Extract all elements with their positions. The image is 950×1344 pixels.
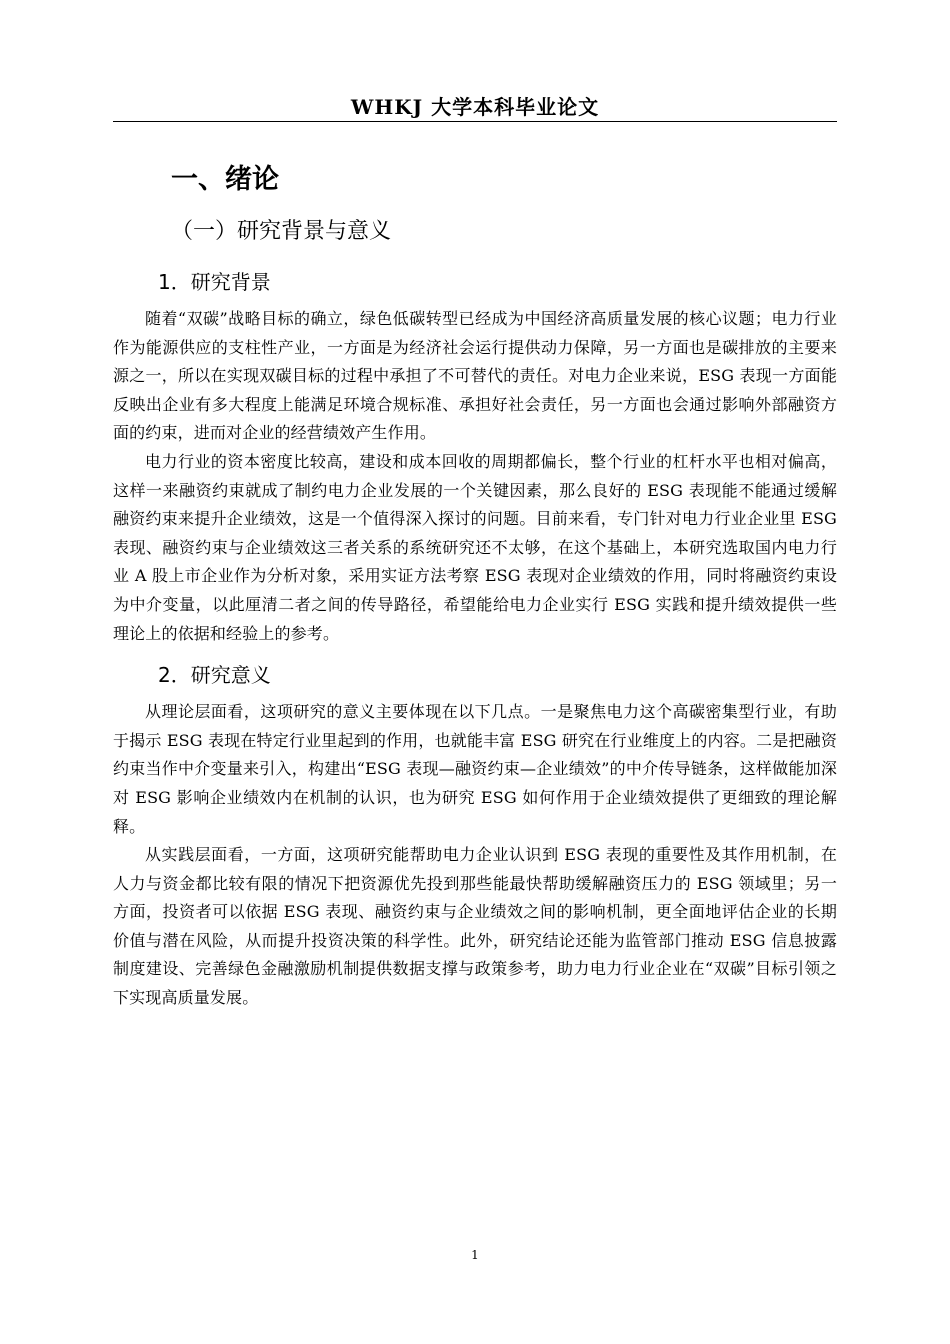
page-body xyxy=(113,160,837,1013)
chapter-heading: 一、绪论 xyxy=(171,164,279,195)
running-header-title: WHKJ 大学本科毕业论文 xyxy=(350,95,600,119)
page-number: 1 xyxy=(471,1248,479,1262)
paragraph: 从理论层面看，这项研究的意义主要体现在以下几点。一是聚焦电力这个高碳密集型行业，有助于揭示 ESG 表现在特定行业里起到的作用，也就能丰富 ESG 研究在行业维度上的内容。二是把融资约束当作中介变量来引入，构建出“ESG 表现—融资约束—企业绩效”的中介传导链条，这样做能加深对 ESG 影响企业绩效内在机制的认识，也为研究 ESG 如何作用于企业绩效提供了更细致的理论解释。 xyxy=(113,702,837,836)
section-heading: （一）研究背景与意义 xyxy=(171,219,392,244)
paragraph: 从实践层面看，一方面，这项研究能帮助电力企业认识到 ESG 表现的重要性及其作用机制，在人力与资金都比较有限的情况下把资源优先投到那些能最快帮助缓解融资压力的 ESG 领域里；另一方面，投资者可以依据 ESG 表现、融资约束与企业绩效之间的影响机制，更全面地评估企业的长期价值与潜在风险，从而提升投资决策的科学性。此外，研究结论还能为监管部门推动 ESG 信息披露制度建设、完善绿色金融激励机制提供数据支撑与政策参考，助力电力行业企业在“双碳”目标引领之下实现高质量发展。 xyxy=(113,845,837,1008)
header-divider xyxy=(113,121,837,122)
subsection-heading-significance: 2．研究意义 xyxy=(158,663,271,688)
paragraph: 电力行业的资本密度比较高，建设和成本回收的周期都偏长，整个行业的杠杆水平也相对偏高，这样一来融资约束就成了制约电力企业发展的一个关键因素，那么良好的 ESG 表现能不能通过缓解融资约束来提升企业绩效，这是一个值得深入探讨的问题。目前来看，专门针对电力行业企业里 ESG 表现、融资约束与企业绩效这三者关系的系统研究还不太够，在这个基础上，本研究选取国内电力行业 A 股上市企业作为分析对象，采用实证方法考察 ESG 表现对企业绩效的作用，同时将融资约束设为中介变量，以此厘清二者之间的传导路径，希望能给电力企业实行 ESG 实践和提升绩效提供一些理论上的依据和经验上的参考。 xyxy=(113,451,837,643)
paragraph: 随着“双碳”战略目标的确立，绿色低碳转型已经成为中国经济高质量发展的核心议题；电力行业作为能源供应的支柱性产业，一方面是为经济社会运行提供动力保障，另一方面也是碳排放的主要来源之一，所以在实现双碳目标的过程中承担了不可替代的责任。对电力企业来说，ESG 表现一方面能反映出企业有多大程度上能满足环境合规标准、承担好社会责任，另一方面也会通过影响外部融资方面的约束，进而对企业的经营绩效产生作用。 xyxy=(113,309,837,443)
subsection-heading-background: 1．研究背景 xyxy=(158,270,271,294)
